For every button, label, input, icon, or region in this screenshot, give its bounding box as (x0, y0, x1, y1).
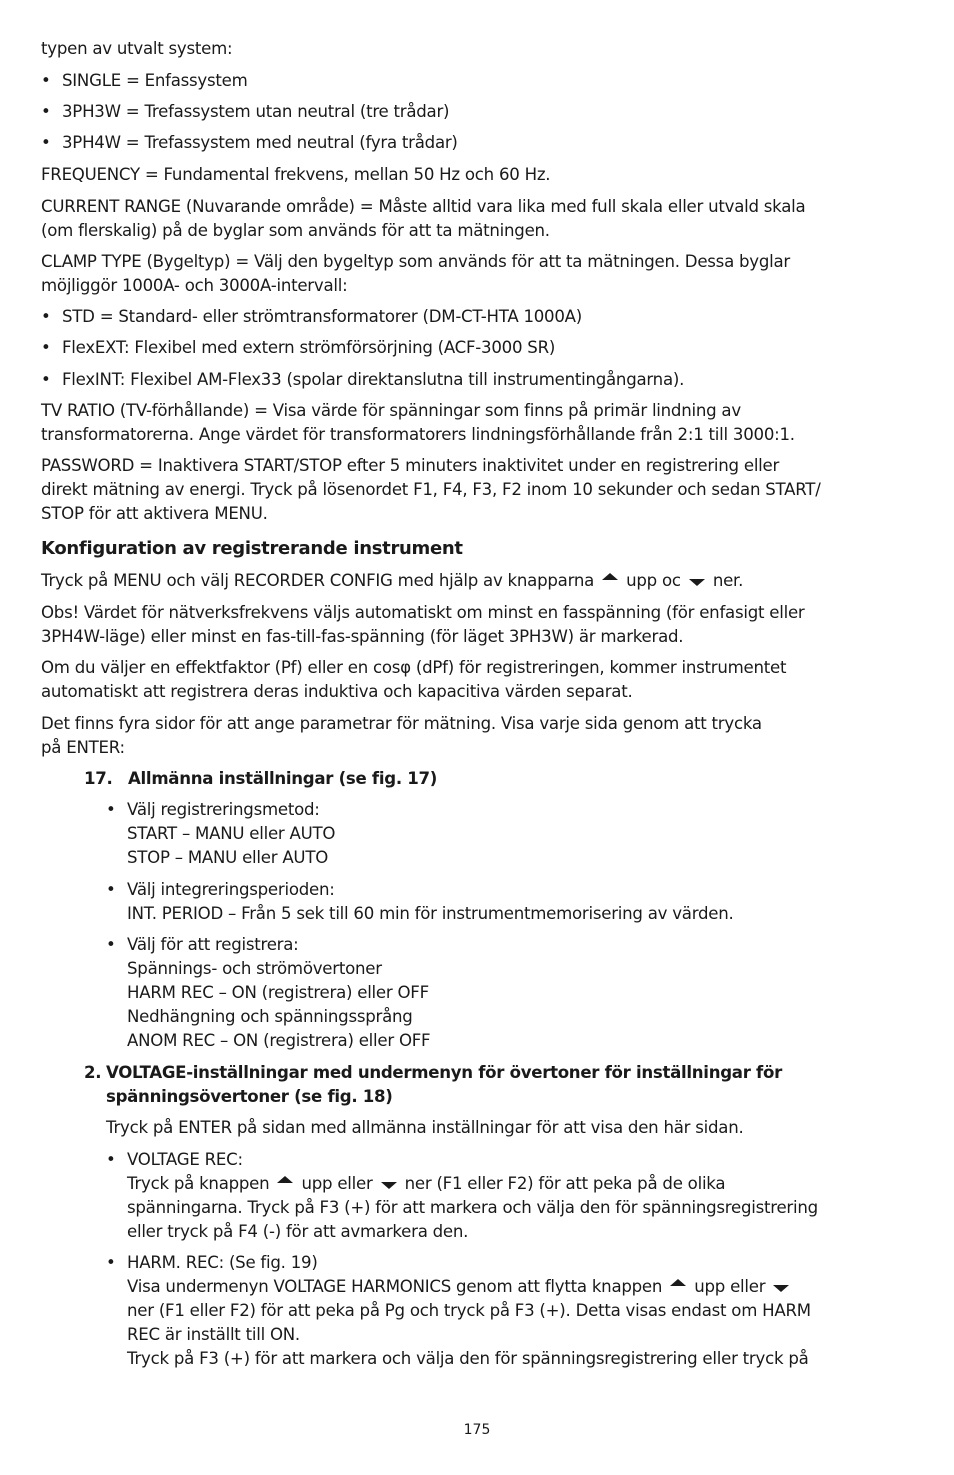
bullet: • (41, 102, 51, 121)
arrow-up-icon (602, 573, 618, 580)
list-item-text (127, 878, 734, 926)
step-number: 2. (84, 1063, 102, 1082)
text-segment: Visa undermenyn VOLTAGE HARMONICS genom att flytta knappen (127, 1277, 663, 1296)
text-line: spänningsövertoner (se fig. 18) (106, 1087, 393, 1106)
text-segment: Tryck på MENU och välj RECORDER CONFIG med hjälp av knapparna (41, 571, 595, 590)
bullet: • (41, 370, 51, 389)
text-line: automatiskt att registrera deras induktiva och kapacitiva värden separat. (41, 682, 633, 701)
text-line: REC är inställt till ON. (127, 1325, 300, 1344)
bullet: • (106, 935, 116, 954)
text-segment: Tryck på knappen (127, 1174, 270, 1193)
pages-paragraph (41, 712, 921, 760)
text-line: HARM. REC: (Se fig. 19) (127, 1253, 318, 1272)
bullet: • (41, 307, 51, 326)
list-item-text: 3PH4W = Trefassystem med neutral (fyra trådar) (62, 133, 458, 152)
text-segment: ner. (712, 571, 744, 590)
text-line: STOP för att aktivera MENU. (41, 504, 268, 523)
list-item-text (127, 1148, 818, 1244)
text-line: TV RATIO (TV-förhållande) = Visa värde för spänningar som finns på primär lindning av (41, 401, 741, 420)
text-line: VOLTAGE REC: (127, 1150, 243, 1169)
text-line: möjliggör 1000A- och 3000A-intervall: (41, 276, 348, 295)
arrow-up-icon (277, 1176, 293, 1183)
arrow-down-icon (381, 1182, 397, 1189)
text-line: på ENTER: (41, 738, 125, 757)
text-line: CLAMP TYPE (Bygeltyp) = Välj den bygeltyp som används för att ta mätningen. Dessa byglar (41, 252, 790, 271)
clamp-type-paragraph (41, 250, 921, 298)
text-line: Om du väljer en effektfaktor (Pf) eller en cosφ (dPf) för registreringen, kommer instrumentet (41, 658, 787, 677)
bullet: • (41, 338, 51, 357)
text-line: START – MANU eller AUTO (127, 824, 336, 843)
bullet: • (106, 1150, 116, 1169)
step-number: 17. (84, 769, 113, 788)
text-line: eller tryck på F4 (-) för att avmarkera den. (127, 1222, 469, 1241)
text-segment: ner (F1 eller F2) för att peka på de olika (404, 1174, 726, 1193)
intro-line: typen av utvalt system: (41, 39, 233, 58)
text-line: STOP – MANU eller AUTO (127, 848, 329, 867)
bullet: • (41, 133, 51, 152)
text-line (127, 1275, 811, 1299)
text-line: INT. PERIOD – Från 5 sek till 60 min för instrumentmemorisering av värden. (127, 904, 734, 923)
list-item-text (127, 798, 335, 870)
menu-paragraph (41, 569, 921, 593)
bullet: • (106, 800, 116, 819)
step-title: Allmänna inställningar (se fig. 17) (128, 769, 438, 788)
list-item-text: SINGLE = Enfassystem (62, 71, 248, 90)
text-line: transformatorerna. Ange värdet för transformatorers lindningsförhållande från 2:1 till 3000:1. (41, 425, 795, 444)
page-number: 175 (463, 1422, 491, 1438)
current-range-paragraph (41, 195, 921, 243)
text-line: Obs! Värdet för nätverksfrekvens väljs automatiskt om minst en fasspänning (för enfasigt eller (41, 603, 805, 622)
list-item-text (127, 1251, 811, 1371)
text-line: direkt mätning av energi. Tryck på lösenordet F1, F4, F3, F2 inom 10 sekunder och sedan START/ (41, 480, 821, 499)
bullet: • (41, 71, 51, 90)
step-title (106, 1061, 782, 1109)
text-line: VOLTAGE-inställningar med undermenyn för övertoner för inställningar för (106, 1063, 782, 1082)
password-paragraph (41, 454, 921, 526)
power-factor-paragraph (41, 656, 921, 704)
text-segment: upp oc (626, 571, 681, 590)
text-line: CURRENT RANGE (Nuvarande område) = Måste alltid vara lika med full skala eller utvald skala (41, 197, 806, 216)
text-line: Välj för att registrera: (127, 935, 299, 954)
list-item-text (127, 933, 430, 1053)
text-line: Tryck på F3 (+) för att markera och välja den för spänningsregistrering eller tryck på (127, 1349, 809, 1368)
text-line: 3PH4W-läge) eller minst en fas-till-fas-spänning (för läget 3PH3W) är markerad. (41, 627, 684, 646)
text-line: ANOM REC – ON (registrera) eller OFF (127, 1031, 431, 1050)
text-line: HARM REC – ON (registrera) eller OFF (127, 983, 429, 1002)
text-line: (om flerskalig) på de byglar som används för att ta mätningen. (41, 221, 550, 240)
text-segment: upp eller (694, 1277, 766, 1296)
text-line: Välj integreringsperioden: (127, 880, 335, 899)
text-line: Det finns fyra sidor för att ange parametrar för mätning. Visa varje sida genom att trycka (41, 714, 762, 733)
list-item-text: STD = Standard- eller strömtransformatorer (DM-CT-HTA 1000A) (62, 307, 583, 326)
arrow-down-icon (773, 1285, 789, 1292)
list-item-text: FlexEXT: Flexibel med extern strömförsörjning (ACF-3000 SR) (62, 338, 556, 357)
list-item-text: 3PH3W = Trefassystem utan neutral (tre trådar) (62, 102, 450, 121)
arrow-up-icon (670, 1279, 686, 1286)
text-line: PASSWORD = Inaktivera START/STOP efter 5 minuters inaktivitet under en registrering eller (41, 456, 780, 475)
tv-ratio-paragraph (41, 399, 921, 447)
text-line: Nedhängning och spänningssprång (127, 1007, 413, 1026)
text-segment: upp eller (301, 1174, 373, 1193)
list-item-text: FlexINT: Flexibel AM-Flex33 (spolar direktanslutna till instrumentingångarna). (62, 370, 685, 389)
note-paragraph (41, 601, 921, 649)
arrow-down-icon (689, 579, 705, 586)
enter-instruction: Tryck på ENTER på sidan med allmänna inställningar för att visa den här sidan. (106, 1118, 744, 1137)
text-line (127, 1172, 818, 1196)
section-heading: Konfiguration av registrerande instrument (41, 538, 463, 559)
bullet: • (106, 880, 116, 899)
text-line: Spännings- och strömövertoner (127, 959, 382, 978)
text-line (41, 569, 921, 593)
text-line: ner (F1 eller F2) för att peka på Pg och tryck på F3 (+). Detta visas endast om HARM (127, 1301, 811, 1320)
bullet: • (106, 1253, 116, 1272)
text-line: spänningarna. Tryck på F3 (+) för att markera och välja den för spänningsregistrering (127, 1198, 818, 1217)
text-line: Välj registreringsmetod: (127, 800, 320, 819)
frequency-paragraph: FREQUENCY = Fundamental frekvens, mellan 50 Hz och 60 Hz. (41, 165, 551, 184)
